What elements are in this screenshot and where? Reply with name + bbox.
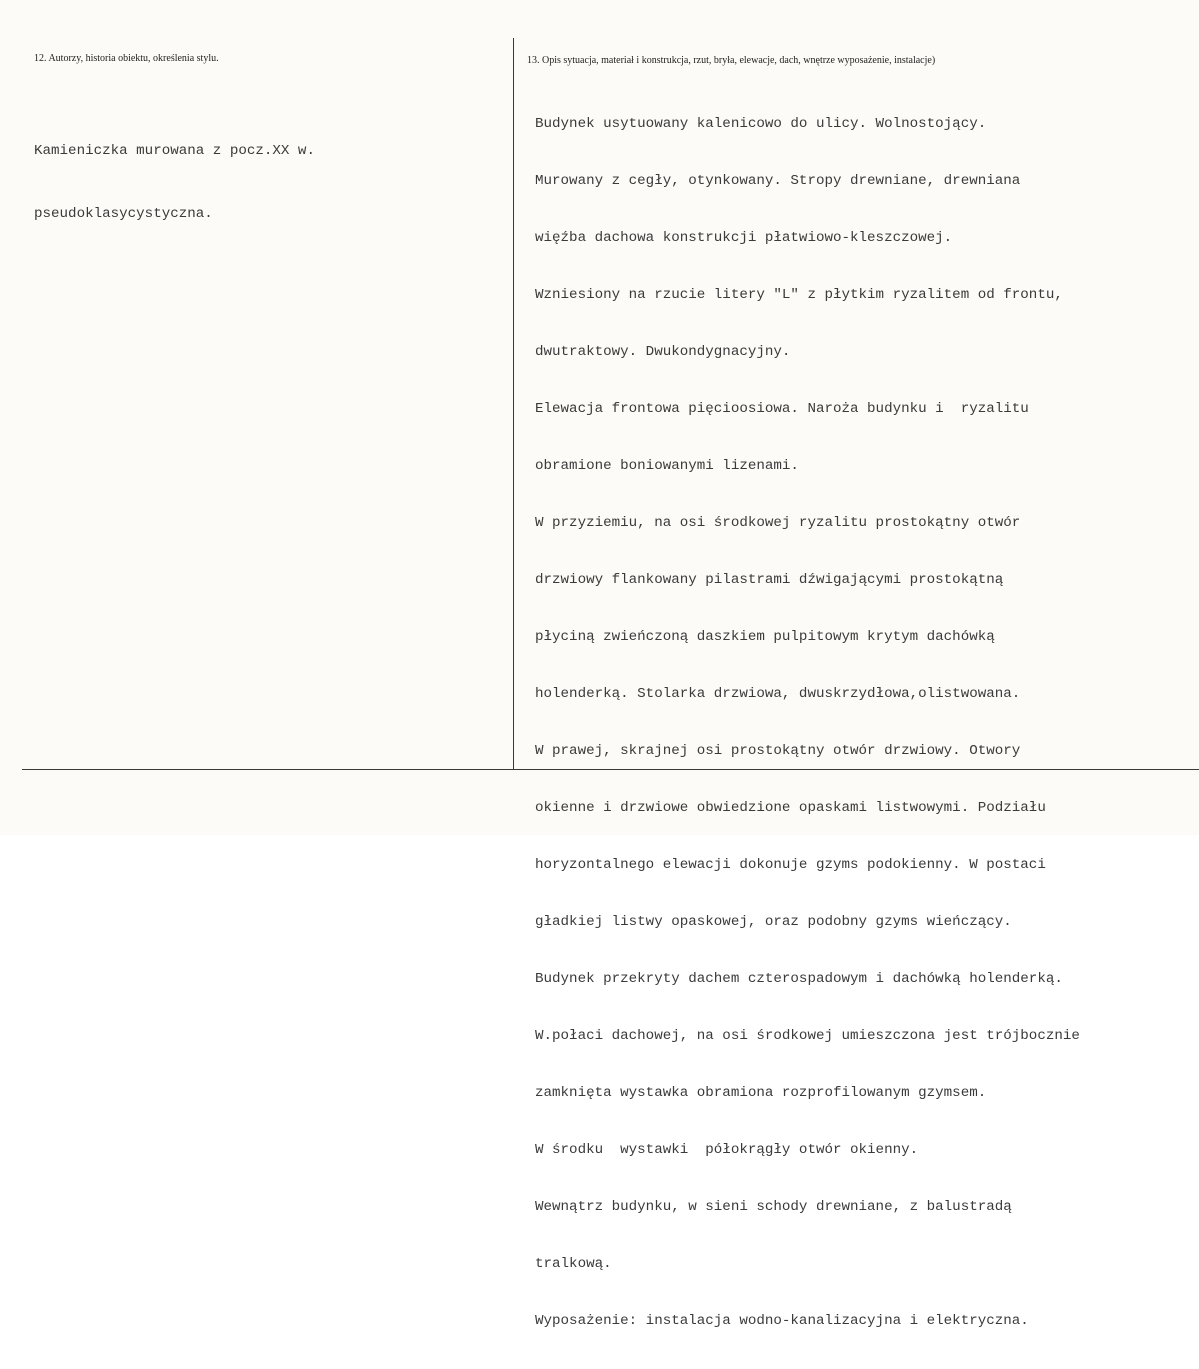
typed-line: zamknięta wystawka obramiona rozprofilowanym gzymsem.	[535, 1085, 987, 1101]
typed-line: W środku wystawki półokrągły otwór okienny.	[535, 1142, 919, 1158]
typed-line: Budynek przekryty dachem czterospadowym i dachówką holenderką.	[535, 971, 1063, 987]
typed-line: tralkową.	[535, 1256, 612, 1272]
typed-line: drzwiowy flankowany pilastrami dźwigającymi prostokątną	[535, 572, 1004, 588]
typed-line: płyciną zwieńczoną daszkiem pulpitowym krytym dachówką	[535, 629, 995, 645]
typed-line: Elewacja frontowa pięcioosiowa. Naroża budynku i ryzalitu	[535, 401, 1029, 417]
typed-line: Wewnątrz budynku, w sieni schody drewniane, z balustradą	[535, 1199, 1012, 1215]
typed-line: Budynek usytuowany kalenicowo do ulicy. Wolnostojący.	[535, 116, 987, 132]
typed-line: Murowany z cegły, otynkowany. Stropy drewniane, drewniana	[535, 173, 1021, 189]
section-12-text	[34, 99, 315, 267]
typed-line: Wyposażenie: instalacja wodno-kanalizacyjna i elektryczna.	[535, 1313, 1029, 1329]
typed-line: W przyziemiu, na osi środkowej ryzalitu prostokątny otwór	[535, 515, 1021, 531]
typed-line: obramione boniowanymi lizenami.	[535, 458, 799, 474]
typed-line: W prawej, skrajnej osi prostokątny otwór drzwiowy. Otwory	[535, 743, 1021, 759]
typed-line: W.połaci dachowej, na osi środkowej umieszczona jest trójbocznie	[535, 1028, 1080, 1044]
typed-line: pseudoklasycystyczna.	[34, 206, 213, 222]
typed-line: gładkiej listwy opaskowej, oraz podobny gzyms wieńczący.	[535, 914, 1012, 930]
section-12-heading: 12. Autorzy, historia obiektu, określenia stylu.	[34, 53, 219, 64]
column-divider	[513, 38, 514, 770]
typed-line: holenderką. Stolarka drzwiowa, dwuskrzydłowa,olistwowana.	[535, 686, 1021, 702]
typed-line: więźba dachowa konstrukcji płatwiowo-kleszczowej.	[535, 230, 953, 246]
typed-line: Kamieniczka murowana z pocz.XX w.	[34, 143, 315, 159]
typed-line: okienne i drzwiowe obwiedzione opaskami listwowymi. Podziału	[535, 800, 1046, 816]
typed-line: Wzniesiony na rzucie litery "L" z płytkim ryzalitem od frontu,	[535, 287, 1063, 303]
typed-line: horyzontalnego elewacji dokonuje gzyms podokienny. W postaci	[535, 857, 1046, 873]
section-13-heading: 13. Opis sytuacja, materiał i konstrukcja, rzut, bryła, elewacje, dach, wnętrze wyposażenie, instalacje)	[527, 55, 936, 66]
section-13-text	[535, 77, 1080, 1369]
typed-line: dwutraktowy. Dwukondygnacyjny.	[535, 344, 791, 360]
